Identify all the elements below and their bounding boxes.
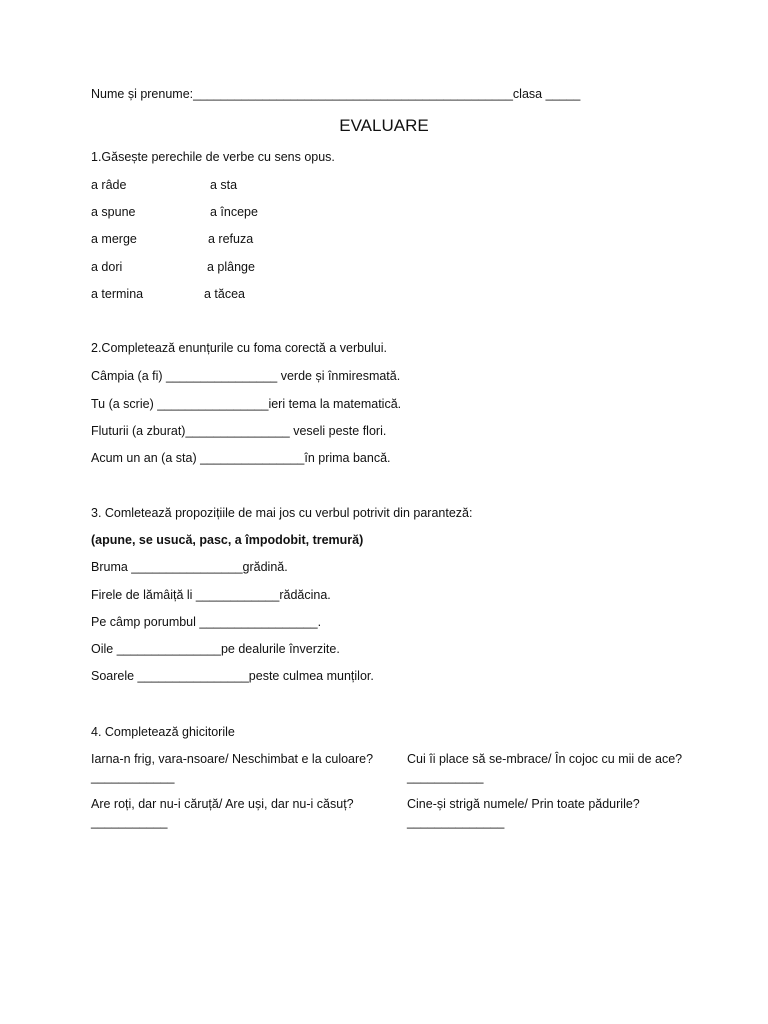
ex1-right-item: a începe xyxy=(210,205,258,219)
ex1-left-item: a termina xyxy=(91,287,144,301)
ex1-left-item: a dori xyxy=(91,260,123,274)
ex1-instruction: 1.Găsește perechile de verbe cu sens opus. xyxy=(91,150,335,164)
name-class-line: Nume și prenume:______________________________________________clasa _____ xyxy=(91,87,581,101)
ex2-sentence: Fluturii (a zburat)_______________ veseli peste flori. xyxy=(91,424,387,438)
ex3-sentence: Pe câmp porumbul _________________. xyxy=(91,615,322,629)
ex3-instruction: 3. Comletează propozițiile de mai jos cu verbul potrivit din paranteză: xyxy=(91,506,473,520)
ex3-word-options: (apune, se usucă, pasc, a împodobit, tremură) xyxy=(91,533,364,547)
ex3-sentence: Soarele ________________peste culmea munților. xyxy=(91,669,374,683)
ex1-right-item: a refuza xyxy=(208,232,254,246)
ex1-left-item: a merge xyxy=(91,232,137,246)
ex3-sentence: Firele de lămâiță li ____________rădăcina. xyxy=(91,588,331,602)
ex4-riddle: Are roți, dar nu-i căruță/ Are uși, dar nu-i căsuț? ___________ xyxy=(91,797,354,829)
ex1-left-item: a spune xyxy=(91,205,136,219)
ex3-sentence: Oile _______________pe dealurile înverzite. xyxy=(91,642,340,656)
ex2-sentence: Acum un an (a sta) _______________în prima bancă. xyxy=(91,451,391,465)
ex3-sentence: Bruma ________________grădină. xyxy=(91,560,288,574)
ex2-instruction: 2.Completează enunțurile cu foma corectă a verbului. xyxy=(91,341,387,355)
ex2-sentence: Câmpia (a fi) ________________ verde și înmiresmată. xyxy=(91,369,401,383)
ex1-right-item: a tăcea xyxy=(204,287,246,301)
ex1-right-item: a sta xyxy=(210,178,238,192)
ex1-left-item: a râde xyxy=(91,178,127,192)
ex2-sentence: Tu (a scrie) ________________ieri tema la matematică. xyxy=(91,397,402,411)
ex1-right-item: a plânge xyxy=(207,260,255,274)
ex4-instruction: 4. Completează ghicitorile xyxy=(91,725,235,739)
page-title: EVALUARE xyxy=(339,116,429,135)
ex4-riddle: Cui îi place să se-mbrace/ În cojoc cu mii de ace?___________ xyxy=(407,752,683,784)
ex4-riddle: Iarna-n frig, vara-nsoare/ Neschimbat e la culoare? ____________ xyxy=(91,752,374,784)
ex4-riddle: Cine-și strigă numele/ Prin toate pădurile?______________ xyxy=(407,797,640,829)
